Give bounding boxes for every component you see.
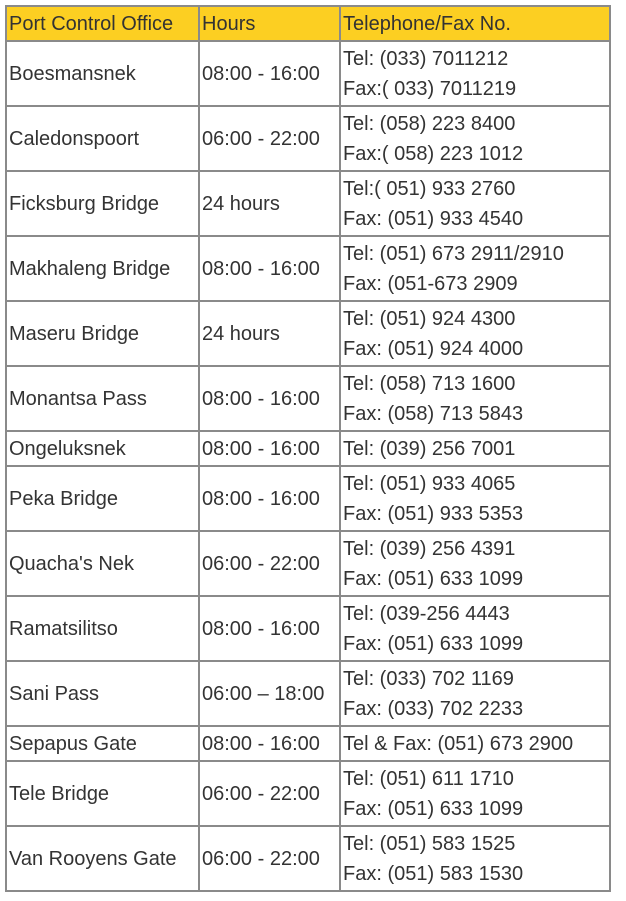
office-cell: Ficksburg Bridge [6, 171, 199, 236]
table-row [6, 171, 610, 236]
hours-cell: 08:00 - 16:00 [199, 41, 340, 106]
contact-cell [340, 366, 610, 431]
contact-cell [340, 171, 610, 236]
fax-line: Fax:( 058) 223 1012 [343, 142, 524, 165]
office-cell: Caledonspoort [6, 106, 199, 171]
table-row [6, 531, 610, 596]
tel-line: Tel: (058) 223 8400 [343, 112, 516, 135]
hours-cell: 08:00 - 16:00 [199, 366, 340, 431]
hours-cell: 06:00 - 22:00 [199, 761, 340, 826]
contact-cell [340, 531, 610, 596]
tel-line: Tel: (039-256 4443 [343, 602, 510, 625]
fax-line: Fax: (051) 633 1099 [343, 567, 524, 590]
tel-line: Tel: (051) 924 4300 [343, 307, 516, 330]
table-row [6, 236, 610, 301]
tel-line: Tel: (051) 933 4065 [343, 472, 516, 495]
office-cell: Quacha's Nek [6, 531, 199, 596]
hours-cell: 08:00 - 16:00 [199, 431, 340, 466]
tel-line: Tel: (058) 713 1600 [343, 372, 516, 395]
tel-line: Tel:( 051) 933 2760 [343, 177, 516, 200]
table-row [6, 41, 610, 106]
hours-cell: 06:00 - 22:00 [199, 531, 340, 596]
office-cell: Tele Bridge [6, 761, 199, 826]
hours-cell: 24 hours [199, 301, 340, 366]
tel-line: Tel: (033) 702 1169 [343, 667, 514, 690]
hours-cell: 08:00 - 16:00 [199, 596, 340, 661]
office-cell: Maseru Bridge [6, 301, 199, 366]
contact-cell [340, 661, 610, 726]
office-cell: Van Rooyens Gate [6, 826, 199, 891]
table-row [6, 366, 610, 431]
office-cell: Makhaleng Bridge [6, 236, 199, 301]
contact-cell [340, 431, 610, 466]
tel-line: Tel: (033) 7011212 [343, 47, 509, 70]
table-body [6, 41, 610, 891]
office-cell: Peka Bridge [6, 466, 199, 531]
office-cell: Boesmansnek [6, 41, 199, 106]
table-row [6, 301, 610, 366]
table-row [6, 596, 610, 661]
header-telephone-fax: Telephone/Fax No. [340, 6, 610, 41]
fax-line: Fax: (051) 633 1099 [343, 632, 524, 655]
fax-line: Fax: (033) 702 2233 [343, 697, 524, 720]
table-header-row [6, 6, 610, 41]
header-hours: Hours [199, 6, 340, 41]
tel-line: Tel: (039) 256 4391 [343, 537, 516, 560]
office-cell: Ramatsilitso [6, 596, 199, 661]
fax-line: Fax: (051) 933 5353 [343, 502, 524, 525]
table-row [6, 826, 610, 891]
office-cell: Monantsa Pass [6, 366, 199, 431]
tel-line: Tel: (039) 256 7001 [343, 437, 516, 460]
fax-line: Fax: (058) 713 5843 [343, 402, 524, 425]
tel-line: Tel: (051) 673 2911/2910 [343, 242, 564, 265]
hours-cell: 08:00 - 16:00 [199, 236, 340, 301]
table-row [6, 726, 610, 761]
table-row [6, 661, 610, 726]
hours-cell: 24 hours [199, 171, 340, 236]
contact-cell [340, 106, 610, 171]
fax-line: Fax:( 033) 7011219 [343, 77, 517, 100]
table-row [6, 431, 610, 466]
table-row [6, 761, 610, 826]
contact-cell [340, 826, 610, 891]
fax-line: Fax: (051) 924 4000 [343, 337, 524, 360]
contact-cell [340, 596, 610, 661]
hours-cell: 06:00 – 18:00 [199, 661, 340, 726]
contact-cell [340, 466, 610, 531]
fax-line: Fax: (051-673 2909 [343, 272, 518, 295]
tel-line: Tel: (051) 611 1710 [343, 767, 514, 790]
office-cell: Sepapus Gate [6, 726, 199, 761]
hours-cell: 08:00 - 16:00 [199, 466, 340, 531]
table-row [6, 106, 610, 171]
port-control-table-container [5, 5, 611, 892]
contact-cell [340, 726, 610, 761]
office-cell: Ongeluksnek [6, 431, 199, 466]
fax-line: Fax: (051) 933 4540 [343, 207, 524, 230]
fax-line: Fax: (051) 583 1530 [343, 862, 524, 885]
tel-line: Tel: (051) 583 1525 [343, 832, 516, 855]
hours-cell: 06:00 - 22:00 [199, 826, 340, 891]
header-port-control-office: Port Control Office [6, 6, 199, 41]
contact-cell [340, 41, 610, 106]
hours-cell: 06:00 - 22:00 [199, 106, 340, 171]
contact-cell [340, 301, 610, 366]
table-row [6, 466, 610, 531]
office-cell: Sani Pass [6, 661, 199, 726]
tel-fax-line: Tel & Fax: (051) 673 2900 [343, 732, 574, 755]
contact-cell [340, 761, 610, 826]
port-control-table [5, 5, 611, 892]
contact-cell [340, 236, 610, 301]
fax-line: Fax: (051) 633 1099 [343, 797, 524, 820]
hours-cell: 08:00 - 16:00 [199, 726, 340, 761]
